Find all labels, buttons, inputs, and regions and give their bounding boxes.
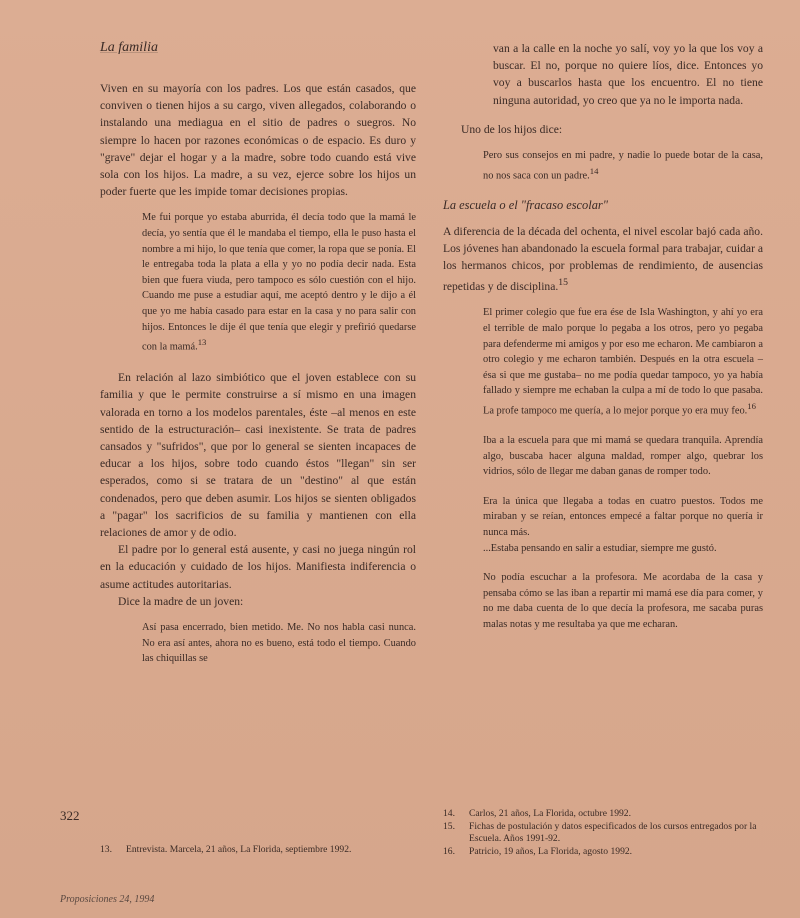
quote-text: ...Estaba pensando en salir a estudiar, siempre me gustó.	[483, 542, 717, 554]
block-quote	[483, 570, 763, 632]
block-quote	[483, 433, 763, 480]
footnote-ref: 14	[589, 165, 599, 176]
quote-text: Pero sus consejos en mi padre, y nadie lo puede botar de la casa, no nos saca con un padre.	[483, 150, 763, 182]
quote-text: Iba a la escuela para que mi mamá se quedara tranquila. Aprendía algo, buscaba hacer alguna maldad, romper algo, quebrar los vidrios, sólo de llegar me daban ganas de romper todo.	[483, 434, 763, 478]
running-header: La familia	[100, 40, 158, 55]
block-quote	[483, 148, 763, 184]
quote-text: Así pasa encerrado, bien metido. Me. No nos habla casi nunca. No era así antes, ahora no es bueno, está todo el tiempo. Cuando las chiquillas se	[142, 622, 416, 665]
footnote	[443, 821, 763, 846]
block-quote	[483, 305, 763, 419]
footnote-text: Carlos, 21 años, La Florida, octubre 1992.	[469, 808, 631, 819]
quote-continuation: van a la calle en la noche yo salí, voy yo la que los voy a buscar. El no, porque no quiere líos, dice. Entonces yo voy a buscarlos hasta que los encuentro. El no tiene ninguna autoridad, yo creo que ya no le importa nada.	[493, 42, 763, 107]
body-paragraph: Viven en su mayoría con los padres. Los que están casados, que conviven o tienen hijos a su cargo, viven allegados, colaborando o instalando una mediagua en el sitio de padres o suegros. No siempre lo hacen por razones económicas o de espacio. Es duro y "grave" dejar el hogar y a la madre, sobre todo cuando está vive sola con los hijos. La madre, a su vez, ejerce sobre los hijos un poder fuerte que les impide tomar decisiones propias.	[100, 82, 416, 199]
quote-text: Era la única que llegaba a todas en cuatro puestos. Todos me miraban y se reían, entonces empecé a faltar porque no quería ir nunca más.	[483, 495, 763, 538]
block-quote	[483, 494, 763, 556]
footnote-number: 15.	[443, 820, 455, 832]
body-paragraph: En relación al lazo simbiótico que el joven establece con su familia y que le permite construirse a sí mismo en una imagen valorada en torno a los modelos parentales, éste –al menos en este sentido de la estructuración– casi inexistente. Se trata de padres cansados y "sufridos", que por lo general se sienten incapaces de educar a los hijos, sobre todo cuando éstos "llegan" sin ser esperados, como si se tratara de un "destino" al que están condenados, pero que deben asumir. Los hijos se sienten obligados a "pagar" los sacrificios de su familia y mantienen con ella relaciones de amor y de odio.	[100, 371, 416, 540]
footnote-ref: 16	[747, 400, 756, 411]
quote-text: El primer colegio que fue era ése de Isla Washington, y ahí yo era el terrible de malo porque lo pegaba a los otros, pero yo pegaba para defenderme mi amigos y por eso me echaron. Me cambiaron a otro colegio y me echaron también. Después en la otra escuela –ésa si que me gustaba– no me podía quedar tampoco, yo ya había fallado y siempre me echaban la culpa a mí de todo lo que pasaba. La profe tampoco me quería, a lo mejor porque yo era muy feo.	[483, 307, 763, 417]
section-title: La escuela o el "fracaso escolar"	[443, 197, 608, 212]
footnote	[443, 846, 763, 859]
left-column	[100, 40, 416, 681]
quote-text: Me fui porque yo estaba aburrida, él decía todo que la mamá le decía, yo sentía que él le mandaba el tiempo, ella le puso hasta el nombre a mi hijo, lo que tenía que comer, la ropa que se ponía. El le entregaba toda la plata a ella y yo no podía decir nada. Esta bien que fuera viuda, pero tampoco es sólo cuestión con el hijo. Cuando me puse a estudiar aquí, me aceptó dentro y le dijo a él que yo me había casado para estar en la casa y no para salir con hijos. Entonces le dije él que tenía que elegir y prefirió quedarse con la mamá.	[142, 212, 416, 353]
footnote-text: Patricio, 19 años, La Florida, agosto 1992.	[469, 845, 633, 857]
footnote-number: 16.	[443, 845, 455, 857]
footnotes	[443, 808, 763, 858]
footnote-text: Fichas de postulación y datos especificados de los cursos entregados por la Escuela. Años 1991-92.	[469, 820, 757, 845]
body-paragraph: A diferencia de la década del ochenta, el nivel escolar bajó cada año. Los jóvenes han abandonado la escuela formal para trabajar, cuidar a los hermanos chicos, por problemas de rendimiento, de ausencias repetidas y de disciplina.	[443, 224, 763, 294]
body-paragraph: Uno de los hijos dice:	[461, 122, 563, 136]
journal-footer: Proposiciones 24, 1994	[60, 894, 155, 905]
right-column	[443, 40, 763, 647]
block-quote	[142, 620, 416, 667]
footnote-ref: 15	[558, 277, 568, 289]
page-number: 322	[60, 808, 80, 823]
footnote-number: 14.	[443, 808, 455, 819]
body-paragraph: El padre por lo general está ausente, y casi no juega ningún rol en la educación y cuidado de los hijos. Manifiesta indiferencia o asume actitudes autoritarias.	[100, 543, 416, 591]
footnote-ref: 13	[197, 337, 207, 348]
footnote	[100, 843, 420, 856]
footnote-number: 13.	[100, 844, 112, 855]
body-paragraph: Dice la madre de un joven:	[118, 594, 244, 608]
block-quote	[142, 210, 416, 355]
footnote	[443, 808, 763, 821]
footnote-text: Entrevista. Marcela, 21 años, La Florida, septiembre 1992.	[126, 844, 352, 855]
quote-text: No podía escuchar a la profesora. Me acordaba de la casa y pensaba cómo se las iban a repartir mi mamá ese día para comer, y no me daba cuenta de lo que decía la profesora, me sacaba puras malas notas y me resultaba ya que me echaran.	[483, 572, 763, 630]
